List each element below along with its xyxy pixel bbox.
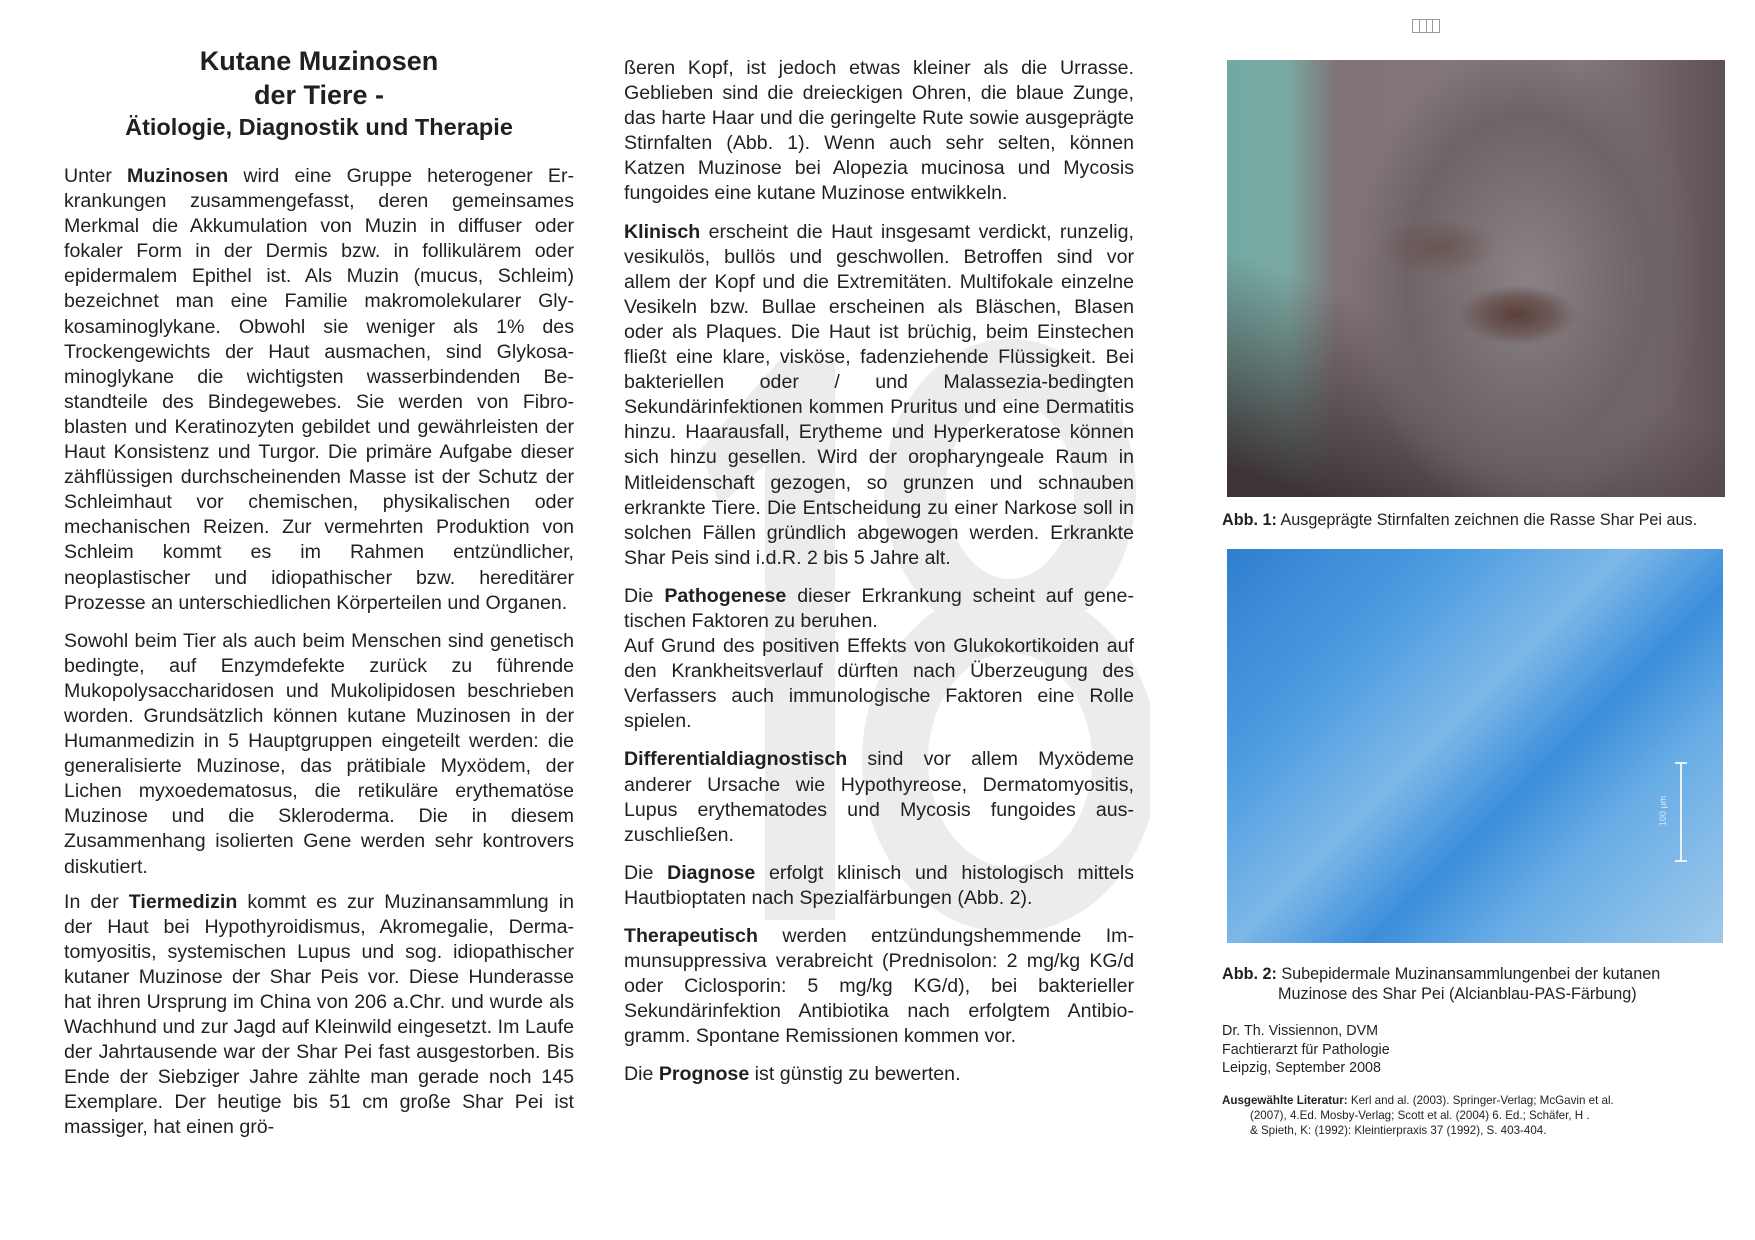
- keyword: Prognose: [658, 1063, 750, 1086]
- paragraph: [624, 747, 1134, 847]
- text: ist günstig zu bewerten.: [749, 1063, 961, 1086]
- figure-2-caption: [1222, 964, 1742, 1004]
- reference-text: Kerl and al. (2003). Springer-Verlag; McGavin et al.: [1347, 1094, 1614, 1107]
- keyword: Tiermedizin: [128, 890, 238, 913]
- scale-bar-label: 100 µm: [1658, 795, 1669, 827]
- text: ßeren Kopf, ist jedoch etwas kleiner als die Urrasse. Geblieben sind die dreieckigen Ohren, die blaue Zunge, das harte Haar und die geringelte Rute sowie ausgeprägte Stirnfalten (Abb. 1). Wenn auch sehr selten, können Katzen Muzinose bei Alopezia mucinosa und Mycosis fungoides eine kutane Muzinose entwikkeln.: [624, 57, 1134, 205]
- keyword: Diagnose: [667, 861, 756, 884]
- caption-text: Ausgeprägte Stirnfalten zeichnen die Rasse Shar Pei aus.: [1276, 511, 1698, 529]
- author-place-date: Leipzig, September 2008: [1222, 1060, 1381, 1076]
- text: sind vor allem Myxödeme anderer Ursache wie Hypothyreose, Dermatomyositis, Lupus erythematodes und Mycosis fungoides auszuschließen.: [624, 748, 1134, 846]
- paragraph: [624, 1062, 1134, 1087]
- shar-pei-photo: [1227, 60, 1725, 497]
- keyword: Therapeutisch: [624, 925, 758, 947]
- figure-1-caption: [1222, 510, 1742, 530]
- text: werden entzündungshemmende Immunsuppressiva verabreicht (Prednisolon: 2 mg/kg KG/d oder Ciclosporin: 5 mg/kg KG/d), bei bakterieller Sekundärinfektion Antibiotika nach erfolgtem Antibiogramm. Spontane Remissionen kommen vor.: [624, 925, 1134, 1048]
- paragraph: [624, 220, 1134, 571]
- figure-label: Abb. 2:: [1222, 965, 1277, 983]
- title-line-2: der Tiere -: [253, 80, 385, 110]
- text: dieser Erkrankung scheint auf genetischen Faktoren zu beruhen.: [624, 584, 1134, 632]
- page-marker-icon: [1412, 19, 1440, 33]
- keyword: Pathogenese: [664, 584, 787, 607]
- left-column: [64, 164, 574, 1154]
- literature-label: Ausgewählte Literatur:: [1222, 1094, 1348, 1107]
- paragraph: [64, 164, 574, 616]
- reference-text: & Spieth, K: (1992): Kleintierpraxis 37 (1992), S. 403-404.: [1250, 1124, 1547, 1137]
- paragraph: [624, 584, 1134, 735]
- text: erfolgt klinisch und histologisch mittels Hautbioptaten nach Spezialfärbungen (Abb. 2).: [624, 861, 1134, 909]
- reference-text: (2007), 4.Ed. Mosby-Verlag; Scott et al. (2004) 6. Ed.; Schäfer, H .: [1250, 1109, 1590, 1122]
- text: In der: [64, 890, 129, 913]
- keyword: Differentialdiagnostisch: [624, 748, 848, 771]
- paragraph: [624, 924, 1134, 1049]
- middle-column: [624, 56, 1134, 1101]
- histology-photo: [1227, 549, 1723, 943]
- text: wird eine Gruppe heterogener Erkrankungen zusammengefasst, deren gemeinsames Merkmal die Akkumulation von Muzin in diffuser oder fokaler Form in der Dermis bzw. in follikulärem oder epidermalem Epithel ist. Als Muzin (mucus, Schleim) bezeichnet man eine Familie makromolekularer Glykosaminoglykane. Obwohl sie weniger als 1% des Trockengewichts der Haut ausmachen, sind Glykosaminoglykane die wichtigsten wasserbindenden Bestandteile des Bindegewebes. Sie werden von Fibroblasten und Keratinozyten gebildet und gewährleisten der Haut Konsistenz und Turgor. Die primäre Aufgabe dieser zähflüssigen durchscheinenden Masse ist der Schutz der Schleimhaut vor chemischen, physikalischen oder mechanischen Reizen. Zur vermehrten Produktion von Schleim kommt es im Rahmen entzündlicher, neoplastischer und idiopathischer bzw. hereditärer Prozesse an unterschiedlichen Körperteilen und Organen.: [64, 165, 575, 614]
- paragraph: [624, 861, 1134, 911]
- text: Die: [624, 861, 668, 884]
- text: Auf Grund des positiven Effekts von Glukokortikoiden auf den Krankheitsverlauf dürften nach Überzeugung des Verfassers auch immunologische Faktoren eine Rolle spielen.: [624, 635, 1134, 733]
- text: Die: [624, 1063, 659, 1086]
- paragraph: [64, 629, 574, 880]
- caption-text: Subepidermale Muzinansammlungenbei der kutanen: [1276, 965, 1661, 983]
- author-title: Fachtierarzt für Pathologie: [1222, 1041, 1390, 1058]
- title-line-1: Kutane Muzinosen: [199, 46, 439, 76]
- text: Die: [624, 584, 665, 607]
- text: erscheint die Haut insgesamt verdickt, runzelig, vesikulös, bullös und geschwollen. Betroffen sind vor allem der Kopf und die Extremitäten. Multifokale einzelne Vesikeln bzw. Bullae erscheinen als Bläschen, Blasen oder als Plaques. Die Haut ist brüchig, beim Einstechen fließt eine klare, visköse, fadenziehende Flüssigkeit. Bei bakteriellen oder / und Malassezia-bedingten Sekundärinfektionen kommen Pruritus und eine Dermatitis hinzu. Haarausfall, Erytheme und Hyperkeratose können sich hinzu gesellen. Wird der oropharyngeale Raum in Mitleidenschaft gezogen, so grunzen und schnauben erkrankte Tiere. Die Entscheidung zu einer Narkose soll in solchen Fällen gründlich abgewogen werden. Erkrankte Shar Peis sind i.d.R. 2 bis 5 Jahre alt.: [624, 220, 1134, 569]
- text: Sowohl beim Tier als auch beim Menschen sind genetisch bedingte, auf Enzymdefekte zurück zu führende Mukopolysaccharidosen und Mukolipidosen beschrieben worden. Grundsätzlich können kutane Muzinosen in der Humanmedizin in 5 Hauptgruppen eingeteilt werden: die generalisierte Muzinose, das prätibiale Myxödem, der Lichen myxoedematosus, die retikuläre erythematöse Muzinose und die Skleroderma. Die in diesem Zusammenhang isolierten Gene werden sehr kontrovers diskutiert.: [64, 629, 574, 878]
- scale-bar: [1680, 762, 1682, 862]
- author-block: [1222, 1022, 1390, 1078]
- subtitle: Ätiologie, Diagnostik und Therapie: [125, 114, 513, 140]
- caption-text: Muzinose des Shar Pei (Alcianblau-PAS-Färbung): [1278, 985, 1637, 1003]
- literature-references: [1222, 1093, 1702, 1138]
- figure-label: Abb. 1:: [1222, 511, 1277, 529]
- keyword: Muzinosen: [127, 165, 229, 187]
- paragraph: [624, 56, 1134, 207]
- text: Unter: [64, 165, 128, 187]
- text: kommt es zur Muzinansammlung in der Haut bei Hypothyroidismus, Akromegalie, Dermatomyositis, systemischen Lupus und sog. idiopathischer kutaner Muzinose der Shar Peis vor. Diese Hunderasse hat ihren Ursprung im China von 206 a.Chr. und wurde als Wachhund und zur Jagd auf Kleinwild eingesetzt. Im Laufe der Jahrtausende war der Shar Pei fast ausgestorben. Bis Ende der Siebziger Jahre zählte man gerade noch 145 Exemplare. Der heutige bis 51 cm große Shar Pei ist massiger, hat einen grö-: [64, 890, 574, 1139]
- author-name: Dr. Th. Vissiennon, DVM: [1222, 1023, 1379, 1039]
- paragraph: [64, 890, 574, 1141]
- article-title: [64, 44, 574, 143]
- keyword: Klinisch: [624, 220, 701, 243]
